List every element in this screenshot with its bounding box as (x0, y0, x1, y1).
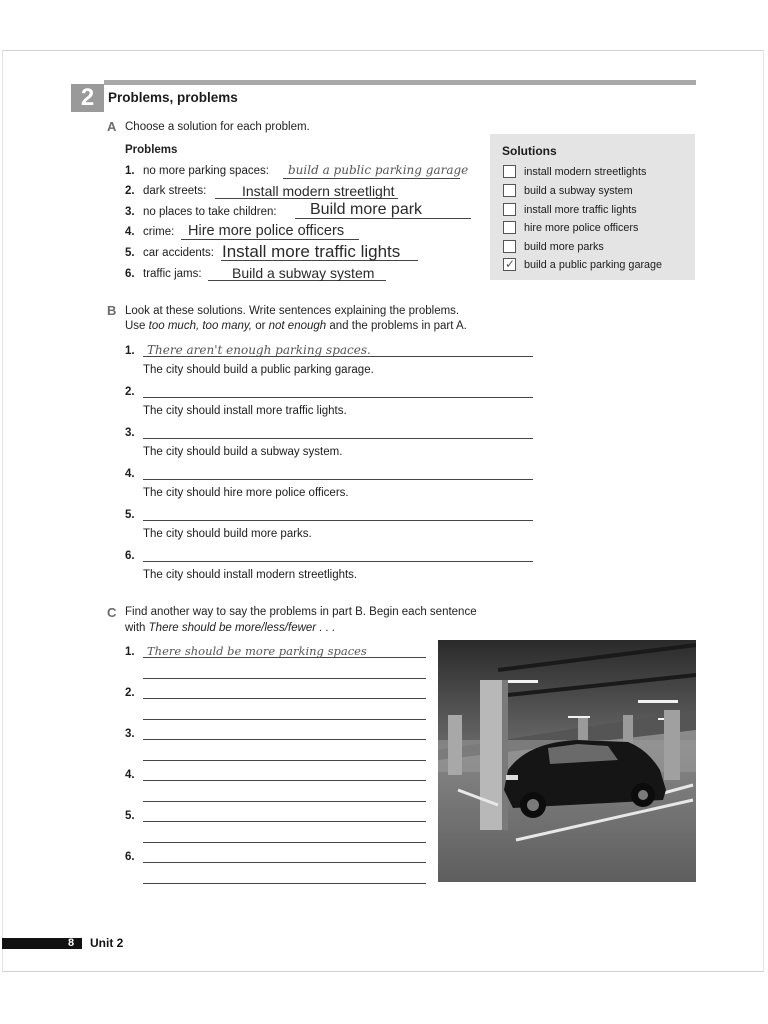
problem-number: 1. (125, 165, 135, 177)
item-number: 1. (125, 345, 135, 357)
instr-italic: too much, too many, (148, 320, 252, 332)
item-number: 6. (125, 550, 135, 562)
answer-line[interactable] (143, 739, 426, 740)
solution-checkbox-checked[interactable] (503, 258, 516, 271)
part-c-instruction-1: Find another way to say the problems in part B. Begin each sentence (125, 606, 477, 618)
answer-line[interactable] (143, 780, 426, 781)
problem-label: crime: (143, 226, 175, 238)
instr-text: Use (125, 320, 149, 332)
solution-label: build more parks (524, 241, 604, 253)
solution-checkbox[interactable] (503, 221, 516, 234)
answer-line-continued[interactable] (143, 719, 426, 720)
item-number: 4. (125, 769, 135, 781)
answer-line[interactable] (143, 397, 533, 398)
answer-line-continued[interactable] (143, 883, 426, 884)
problem-label: no more parking spaces: (143, 165, 269, 177)
item-number: 4. (125, 468, 135, 480)
instr-text: and the problems in part A. (326, 320, 467, 332)
solution-checkbox[interactable] (503, 203, 516, 216)
answer-line-continued[interactable] (143, 760, 426, 761)
problem-label: dark streets: (143, 185, 207, 197)
answer-handwritten: There aren't enough parking spaces. (147, 343, 371, 357)
problems-heading: Problems (125, 144, 178, 156)
instr-italic: There should be more/less/fewer . . . (148, 622, 336, 634)
solution-sentence: The city should install modern streetlights. (143, 569, 358, 581)
answer-line[interactable] (143, 438, 533, 439)
item-number: 3. (125, 427, 135, 439)
page-number: 8 (68, 937, 75, 949)
answer-handwritten: build a public parking garage (288, 163, 469, 177)
part-b-instruction-2 (125, 320, 467, 332)
instr-text: with (125, 622, 149, 634)
part-b-instruction-1: Look at these solutions. Write sentences explaining the problems. (125, 305, 460, 317)
answer-line[interactable] (283, 178, 460, 179)
solution-sentence: The city should build a subway system. (143, 446, 343, 458)
parking-garage-photo (438, 640, 696, 882)
answer-line[interactable] (181, 239, 359, 240)
answer-typed: Build a subway system (232, 265, 375, 281)
answer-line[interactable] (143, 561, 533, 562)
item-number: 2. (125, 687, 135, 699)
part-a-letter: A (107, 119, 117, 134)
answer-line-continued[interactable] (143, 678, 426, 679)
parking-garage-illustration (438, 640, 696, 882)
solution-label: build a subway system (524, 185, 633, 197)
answer-typed: Install modern streetlight (242, 183, 395, 199)
unit-label: Unit 2 (90, 936, 124, 950)
answer-line[interactable] (143, 862, 426, 863)
problem-label: traffic jams: (143, 268, 202, 280)
problem-number: 4. (125, 226, 135, 238)
answer-line-continued[interactable] (143, 842, 426, 843)
part-c-instruction-2 (125, 622, 335, 634)
answer-typed: Build more park (310, 201, 423, 218)
solution-sentence: The city should install more traffic lights. (143, 405, 347, 417)
solution-sentence: The city should hire more police officers. (143, 487, 349, 499)
item-number: 2. (125, 386, 135, 398)
problem-label: no places to take children: (143, 206, 277, 218)
part-b-letter: B (107, 303, 117, 318)
solution-sentence: The city should build a public parking garage. (143, 364, 374, 376)
check-icon: ✓ (505, 257, 516, 271)
answer-line[interactable] (143, 698, 426, 699)
exercise-title: Problems, problems (108, 90, 238, 105)
problem-number: 2. (125, 185, 135, 197)
part-a-instruction: Choose a solution for each problem. (125, 121, 310, 133)
instr-italic: not enough (268, 320, 327, 332)
answer-typed: Install more traffic lights (222, 242, 401, 261)
answer-typed: Hire more police officers (188, 223, 345, 239)
answer-line-continued[interactable] (143, 801, 426, 802)
header-rule (104, 80, 696, 85)
problem-number: 3. (125, 206, 135, 218)
solution-label: install more traffic lights (524, 204, 637, 216)
part-c-letter: C (107, 605, 117, 620)
solution-label: hire more police officers (524, 222, 639, 234)
item-number: 3. (125, 728, 135, 740)
solution-checkbox[interactable] (503, 240, 516, 253)
item-number: 6. (125, 851, 135, 863)
solution-sentence: The city should build more parks. (143, 528, 312, 540)
problem-number: 5. (125, 247, 135, 259)
solution-label: install modern streetlights (524, 166, 647, 178)
solution-label: build a public parking garage (524, 259, 663, 271)
solution-checkbox[interactable] (503, 165, 516, 178)
answer-handwritten: There should be more parking spaces (147, 644, 367, 658)
item-number: 5. (125, 810, 135, 822)
problem-number: 6. (125, 268, 135, 280)
solution-checkbox[interactable] (503, 184, 516, 197)
answer-line[interactable] (143, 479, 533, 480)
instr-text: or (252, 320, 269, 332)
answer-line[interactable] (143, 821, 426, 822)
item-number: 1. (125, 646, 135, 658)
problem-label: car accidents: (143, 247, 214, 259)
exercise-number: 2 (71, 84, 104, 112)
item-number: 5. (125, 509, 135, 521)
answer-line[interactable] (143, 520, 533, 521)
solutions-heading: Solutions (502, 144, 557, 158)
